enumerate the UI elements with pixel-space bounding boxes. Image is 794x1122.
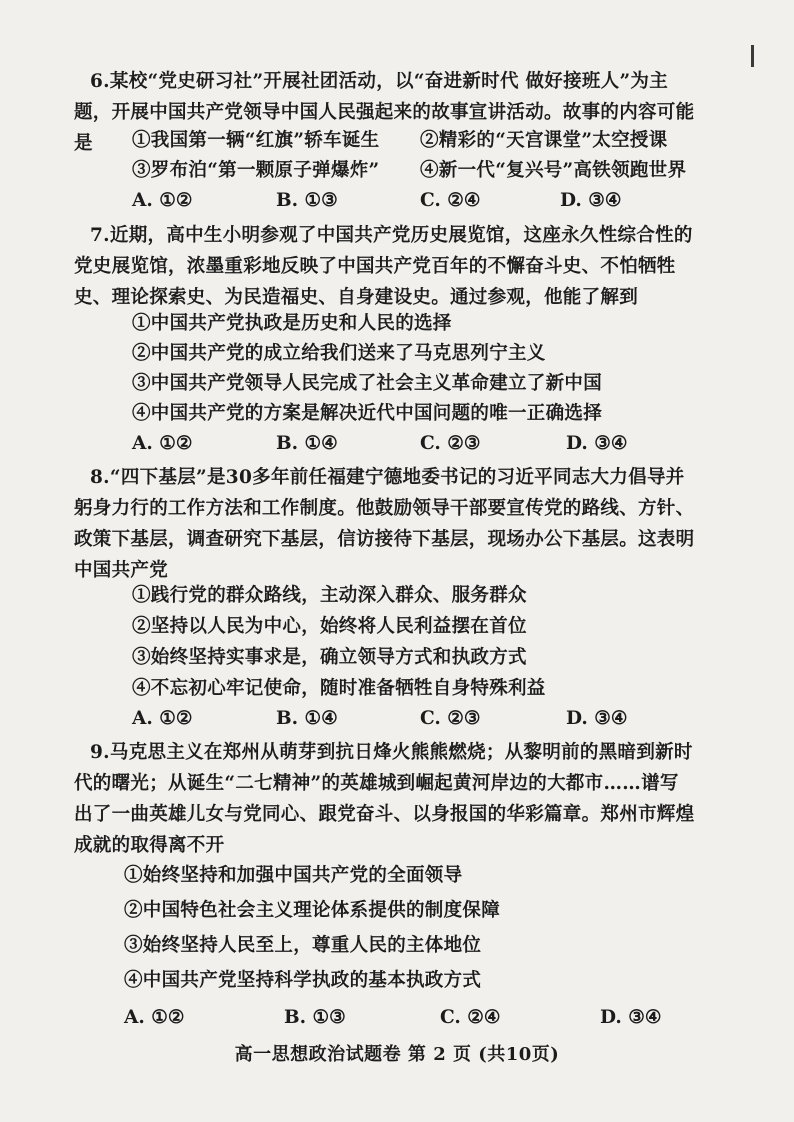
question-7-item-4: ④中国共产党的方案是解决近代中国问题的唯一正确选择: [132, 403, 603, 424]
question-9-item-4: ④中国共产党坚持科学执政的基本执政方式: [124, 970, 482, 991]
question-9-item-1: ①始终坚持和加强中国共产党的全面领导: [124, 865, 463, 886]
question-6-item-2: ②精彩的“天宫课堂”太空授课: [420, 130, 668, 151]
question-8-stem: 8.“四下基层”是30多年前任福建宁德地委书记的习近平同志大力倡导并躬身力行的工作方法和工作制度。他鼓励领导干部要宣传党的路线、方针、政策下基层，调查研究下基层，信访接待下基层，现场办公下基层。这表明中国共产党: [74, 467, 695, 581]
question-9-option-a[interactable]: A. ①②: [124, 1007, 185, 1028]
question-6-item-3: ③罗布泊“第一颗原子弹爆炸”: [132, 160, 380, 181]
question-9-option-c[interactable]: C. ②④: [440, 1007, 501, 1028]
page-footer: 高一思想政治试题卷 第 2 页 (共10页): [234, 1044, 560, 1065]
question-8-option-a[interactable]: A. ①②: [132, 708, 193, 729]
question-9-item-2: ②中国特色社会主义理论体系提供的制度保障: [124, 900, 501, 921]
question-9-item-3: ③始终坚持人民至上，尊重人民的主体地位: [124, 935, 482, 956]
question-7-item-2: ②中国共产党的成立给我们送来了马克思列宁主义: [132, 343, 546, 364]
question-9-stem: 9.马克思主义在郑州从萌芽到抗日烽火熊熊燃烧；从黎明前的黑暗到新时代的曙光；从诞生“二七精神”的英雄城到崛起黄河岸边的大都市……谱写出了一曲英雄儿女与党同心、跟党奋斗、以身报国的华彩篇章。郑州市辉煌成就的取得离不开: [74, 742, 695, 856]
question-8-option-d[interactable]: D. ③④: [566, 708, 628, 729]
question-6-option-a[interactable]: A. ①②: [132, 190, 193, 211]
question-9-option-b[interactable]: B. ①③: [284, 1007, 346, 1028]
question-8-item-3: ③始终坚持实事求是，确立领导方式和执政方式: [132, 647, 527, 668]
question-7-option-c[interactable]: C. ②③: [420, 433, 481, 454]
question-7-option-b[interactable]: B. ①④: [276, 433, 338, 454]
question-6-option-d[interactable]: D. ③④: [560, 190, 622, 211]
question-6-option-b[interactable]: B. ①③: [276, 190, 338, 211]
question-8-option-b[interactable]: B. ①④: [276, 708, 338, 729]
question-8-option-c[interactable]: C. ②③: [420, 708, 481, 729]
question-6-stem: 6.某校“党史研习社”开展社团活动，以“奋进新时代 做好接班人”为主题，开展中国共产党领导中国人民强起来的故事宣讲活动。故事的内容可能是: [74, 71, 695, 154]
question-7-item-3: ③中国共产党领导人民完成了社会主义革命建立了新中国: [132, 373, 603, 394]
question-8-item-1: ①践行党的群众路线，主动深入群众、服务群众: [132, 585, 527, 606]
question-7-option-d[interactable]: D. ③④: [566, 433, 628, 454]
question-7-option-a[interactable]: A. ①②: [132, 433, 193, 454]
question-6-item-4: ④新一代“复兴号”高铁领跑世界: [420, 160, 687, 181]
question-9-option-d[interactable]: D. ③④: [600, 1007, 662, 1028]
question-6-option-c[interactable]: C. ②④: [420, 190, 481, 211]
question-8-item-2: ②坚持以人民为中心，始终将人民利益摆在首位: [132, 616, 527, 637]
scan-edge-mark: [751, 45, 754, 67]
question-7-stem: 7.近期，高中生小明参观了中国共产党历史展览馆，这座永久性综合性的党史展览馆，浓墨重彩地反映了中国共产党百年的不懈奋斗史、不怕牺牲史、理论探索史、为民造福史、自身建设史。通过参观，他能了解到: [74, 225, 693, 308]
question-7-item-1: ①中国共产党执政是历史和人民的选择: [132, 313, 452, 334]
question-8-item-4: ④不忘初心牢记使命，随时准备牺牲自身特殊利益: [132, 678, 546, 699]
question-6-item-1: ①我国第一辆“红旗”轿车诞生: [132, 130, 380, 151]
